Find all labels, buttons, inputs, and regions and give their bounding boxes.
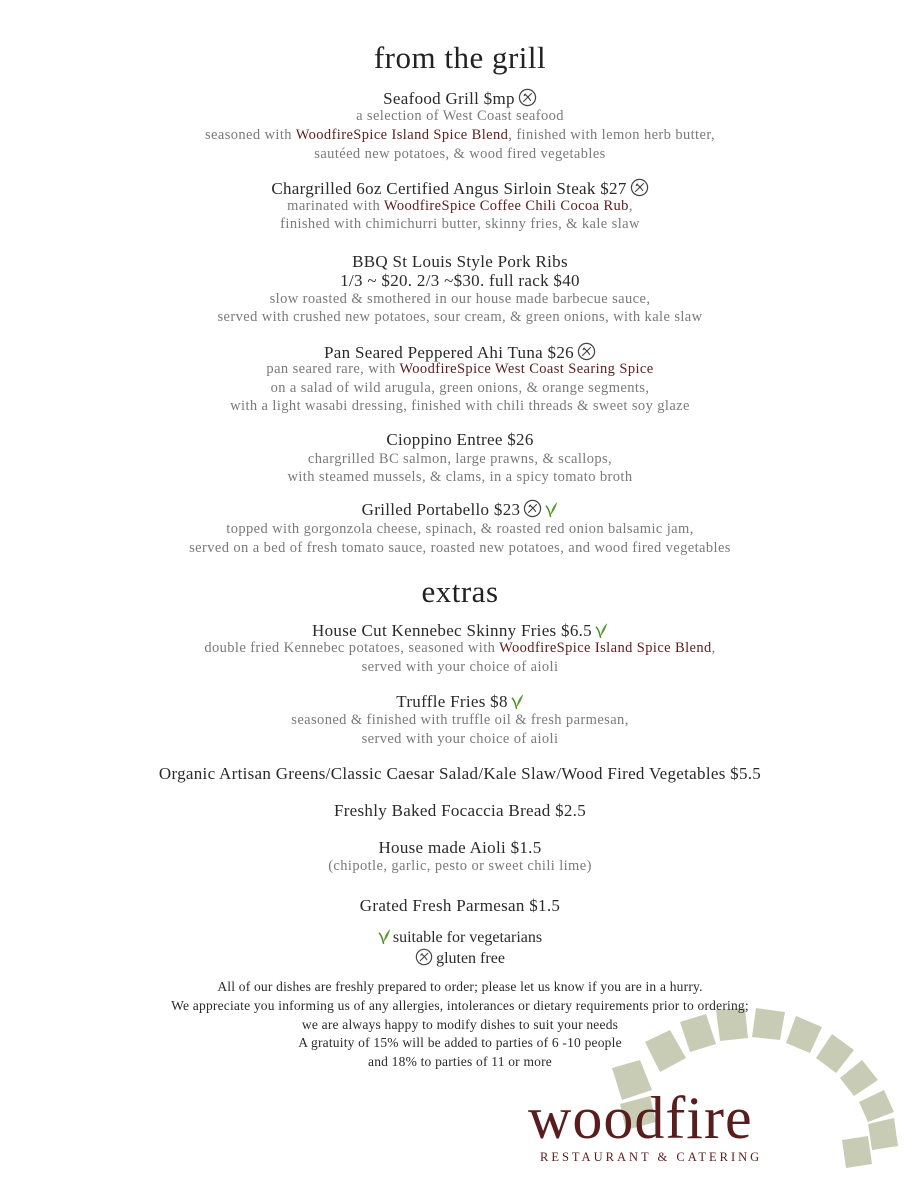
footer-line-5: and 18% to parties of 11 or more (368, 1054, 552, 1069)
truffle-desc-1: seasoned & finished with truffle oil & fresh parmesan, (291, 712, 629, 728)
salads-item: Organic Artisan Greens/Classic Caesar Salad/Kale Slaw/Wood Fired Vegetables $5.5 (158, 764, 762, 783)
woodfire-logo-word: woodfire (528, 1085, 753, 1151)
parmesan-item: Grated Fresh Parmesan $1.5 (359, 896, 561, 915)
portabello-name: Grilled Portabello $23 (361, 500, 521, 519)
fries-desc-2: served with your choice of aioli (361, 659, 559, 675)
fries-desc-1: double fried Kennebec potatoes, seasoned with WoodfireSpice Island Spice Blend, (204, 640, 716, 656)
footer-line-2: We appreciate you informing us of any allergies, intolerances or dietary requirements prior to ordering; (171, 998, 749, 1013)
fries-name: House Cut Kennebec Skinny Fries $6.5 (312, 621, 592, 640)
footer-line-3: we are always happy to modify dishes to suit your needs (301, 1017, 619, 1032)
ribs-desc-2: served with crushed new potatoes, sour cream, & green onions, with kale slaw (217, 309, 703, 325)
ribs-desc-1: slow roasted & smothered in our house made barbecue sauce, (269, 291, 651, 307)
cioppino-desc-2: with steamed mussels, & clams, in a spicy tomato broth (287, 469, 633, 485)
seafood-desc-1: a selection of West Coast seafood (356, 108, 564, 124)
aioli-desc: (chipotle, garlic, pesto or sweet chili lime) (328, 858, 592, 874)
ribs-title: BBQ St Louis Style Pork Ribs (352, 252, 568, 271)
footer-line-4: A gratuity of 15% will be added to parties of 6 -10 people (298, 1035, 622, 1050)
truffle-name: Truffle Fries $8 (396, 692, 508, 711)
tuna-desc-3: with a light wasabi dressing, finished with chili threads & sweet soy glaze (230, 398, 690, 414)
cioppino-title: Cioppino Entree $26 (386, 430, 534, 449)
steak-name: Chargrilled 6oz Certified Angus Sirloin Steak $27 (271, 179, 627, 198)
spice-blend-link: WoodfireSpice Island Spice Blend (295, 127, 509, 143)
portabello-desc-2: served on a bed of fresh tomato sauce, roasted new potatoes, and wood fired vegetables (189, 540, 731, 556)
aioli-title: House made Aioli $1.5 (378, 838, 542, 857)
steak-desc-1: marinated with WoodfireSpice Coffee Chili Cocoa Rub, (287, 198, 633, 214)
portabello-desc-1: topped with gorgonzola cheese, spinach, & roasted red onion balsamic jam, (226, 521, 694, 537)
searing-spice: WoodfireSpice West Coast Searing Spice (399, 361, 654, 377)
tuna-desc-1: pan seared rare, with WoodfireSpice West Coast Searing Spice (266, 361, 654, 377)
tuna-desc-2: on a salad of wild arugula, green onions, & orange segments, (270, 380, 650, 396)
seafood-desc-3: sautéed new potatoes, & wood fired vegetables (314, 146, 606, 162)
tuna-name: Pan Seared Peppered Ahi Tuna $26 (324, 343, 574, 362)
cioppino-desc-1: chargrilled BC salmon, large prawns, & scallops, (307, 451, 613, 467)
coffee-chili-rub: WoodfireSpice Coffee Chili Cocoa Rub (383, 198, 629, 214)
grill-heading: from the grill (373, 40, 547, 75)
truffle-desc-2: served with your choice of aioli (361, 731, 559, 747)
steak-desc-2: finished with chimichurri butter, skinny fries, & kale slaw (280, 216, 640, 232)
focaccia-item: Freshly Baked Focaccia Bread $2.5 (333, 801, 587, 820)
legend-gluten-free-label: gluten free (436, 950, 505, 967)
island-spice-blend: WoodfireSpice Island Spice Blend (499, 640, 712, 656)
seafood-grill-name: Seafood Grill $mp (383, 89, 515, 108)
ribs-prices: 1/3 ~ $20. 2/3 ~$30. full rack $40 (340, 271, 580, 290)
legend-vegetarian-label: suitable for vegetarians (392, 929, 543, 946)
footer-line-1: All of our dishes are freshly prepared to order; please let us know if you are in a hurry. (217, 979, 703, 994)
seafood-desc-2: seasoned with WoodfireSpice Island Spice Blend, finished with lemon herb butter, (204, 127, 715, 143)
logo-tagline: RESTAURANT & CATERING (540, 1150, 763, 1164)
extras-heading: extras (421, 574, 499, 609)
